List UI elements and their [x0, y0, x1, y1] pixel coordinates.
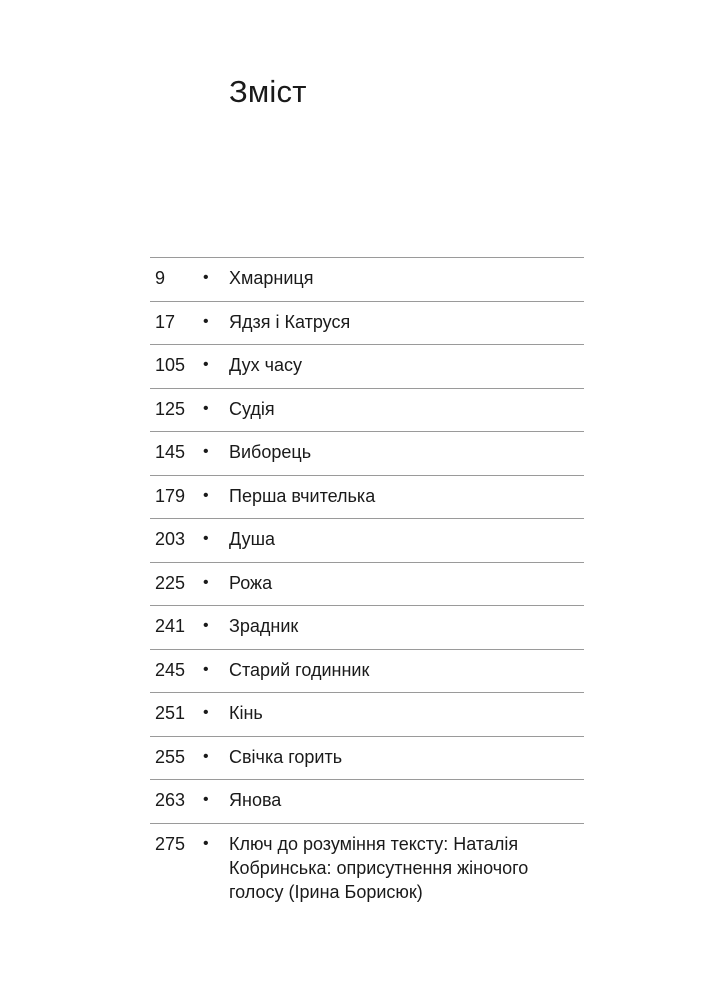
chapter-title: Рожа [229, 572, 273, 593]
page-number: 125 [155, 398, 186, 419]
chapter-title: Виборець [229, 442, 312, 462]
page-title: Зміст [229, 74, 307, 109]
page-number: 203 [155, 529, 186, 549]
toc-entry[interactable] [150, 824, 584, 912]
toc-entry[interactable] [150, 345, 584, 389]
chapter-title: Хмарниця [229, 268, 314, 288]
page-number: 241 [155, 616, 186, 636]
bullet-separator: • [203, 834, 209, 852]
chapter-title: Перша вчителька [229, 485, 376, 506]
toc-entry[interactable] [150, 780, 584, 824]
page-number: 255 [155, 746, 186, 767]
bullet-separator: • [203, 530, 209, 547]
toc-entry[interactable] [150, 258, 584, 302]
bullet-separator: • [203, 617, 209, 634]
page-number: 145 [155, 442, 186, 462]
page-number: 245 [155, 659, 186, 680]
bullet-separator: • [203, 747, 209, 765]
chapter-title: Зрадник [229, 616, 299, 636]
bullet-separator: • [203, 399, 209, 417]
chapter-title: Ключ до розуміння тексту: Наталія Кобринська: оприсутнення жіночого голосу (Ірина Борисюк) [229, 833, 529, 902]
bullet-separator: • [203, 312, 209, 330]
chapter-title: Старий годинник [229, 659, 370, 680]
bullet-separator: • [203, 573, 209, 591]
page-number: 17 [155, 311, 176, 332]
bullet-separator: • [203, 269, 209, 286]
chapter-title: Ядзя і Катруся [229, 311, 351, 332]
chapter-title: Дух часу [229, 355, 302, 375]
bullet-separator: • [203, 660, 209, 678]
chapter-title: Янова [229, 790, 282, 810]
toc-entry[interactable] [150, 606, 584, 650]
toc-entry[interactable] [150, 476, 584, 520]
page-number: 275 [155, 833, 186, 854]
page-number: 105 [155, 355, 186, 375]
toc-entry[interactable] [150, 519, 584, 563]
toc-entry[interactable] [150, 737, 584, 781]
chapter-title: Кінь [229, 703, 263, 723]
chapter-title: Душа [229, 529, 276, 549]
page-number: 263 [155, 790, 186, 810]
toc-entry[interactable] [150, 693, 584, 737]
toc-entry[interactable] [150, 650, 584, 694]
page-number: 251 [155, 703, 186, 723]
bullet-separator: • [203, 443, 209, 460]
toc-entry[interactable] [150, 563, 584, 607]
table-of-contents [150, 257, 584, 912]
page-number: 9 [155, 268, 166, 288]
toc-entry[interactable] [150, 302, 584, 346]
bullet-separator: • [203, 356, 209, 373]
page-number: 225 [155, 572, 186, 593]
chapter-title: Свічка горить [229, 746, 343, 767]
toc-entry[interactable] [150, 389, 584, 433]
bullet-separator: • [203, 704, 209, 721]
chapter-title: Судія [229, 398, 275, 419]
bullet-separator: • [203, 486, 209, 504]
bullet-separator: • [203, 791, 209, 808]
toc-entry[interactable] [150, 432, 584, 476]
page-number: 179 [155, 485, 186, 506]
